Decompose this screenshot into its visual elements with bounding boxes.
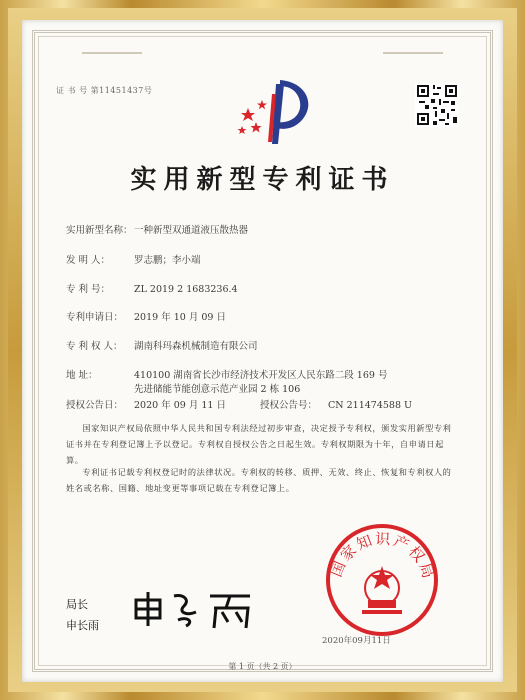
certificate-number: 证 书 号 第11451437号 (56, 86, 153, 95)
field-grant-date (66, 397, 226, 411)
address-line-2: 先进储能节能创意示范产业园 2 栋 106 (134, 384, 301, 395)
top-left-ornament (82, 52, 142, 70)
certificate-paper (22, 20, 503, 682)
field-application-date (66, 309, 226, 323)
seal-text: 国家知识产权局 (326, 529, 438, 583)
qr-code-icon (415, 83, 459, 127)
field-value: 2019 年 10 月 09 日 (134, 312, 226, 323)
field-value: CN 211474588 U (328, 400, 413, 411)
field-label: 授权公告号： (260, 400, 318, 411)
official-seal-icon (322, 520, 442, 640)
national-ip-emblem-icon (232, 74, 322, 154)
field-utility-model-name (66, 222, 248, 236)
field-value: ZL 2019 2 1683236.4 (134, 284, 238, 295)
seal-date: 2020年09月11日 (322, 636, 391, 646)
field-label: 专利申请日： (66, 312, 124, 323)
field-grant-number (260, 397, 412, 411)
field-label: 实用新型名称： (66, 225, 133, 236)
field-label: 专 利 权 人： (66, 341, 123, 352)
director-signature-icon (126, 586, 276, 630)
director-title: 局长 (66, 598, 88, 611)
field-label: 发 明 人： (66, 255, 111, 266)
field-value: 一种新型双通道液压散热器 (134, 225, 249, 236)
field-value: 410100 湖南省长沙市经济技术开发区人民东路二段 169 号 (134, 370, 388, 381)
page-number: 第 1 页（共 2 页） (228, 662, 297, 671)
certificate-title: 实用新型专利证书 (130, 165, 395, 195)
field-label: 授权公告日： (66, 400, 124, 411)
legal-paragraph-2: 专利证书记载专利权登记时的法律状况。专利权的转移、质押、无效、终止、恢复和专利权人的姓名或名称、国籍、地址变更等事项记载在专利登记簿上。 (66, 467, 452, 493)
field-inventors (66, 252, 201, 266)
field-patentee (66, 338, 258, 352)
field-patent-number (66, 281, 238, 295)
legal-paragraph-1: 国家知识产权局依照中华人民共和国专利法经过初步审查，决定授予专利权，颁发实用新型专利证书并在专利登记簿上予以登记。专利权自授权公告之日起生效。专利权期限为十年，自申请日起算。 (66, 423, 452, 465)
field-address (66, 367, 387, 381)
field-value: 罗志鹏；李小端 (134, 255, 201, 266)
top-right-ornament (383, 52, 443, 70)
director-name: 申长雨 (66, 619, 99, 632)
field-value: 2020 年 09 月 11 日 (134, 400, 226, 411)
field-label: 专 利 号： (66, 284, 111, 295)
field-label: 地 址： (66, 370, 98, 381)
field-value: 湖南科玛森机械制造有限公司 (134, 341, 258, 352)
